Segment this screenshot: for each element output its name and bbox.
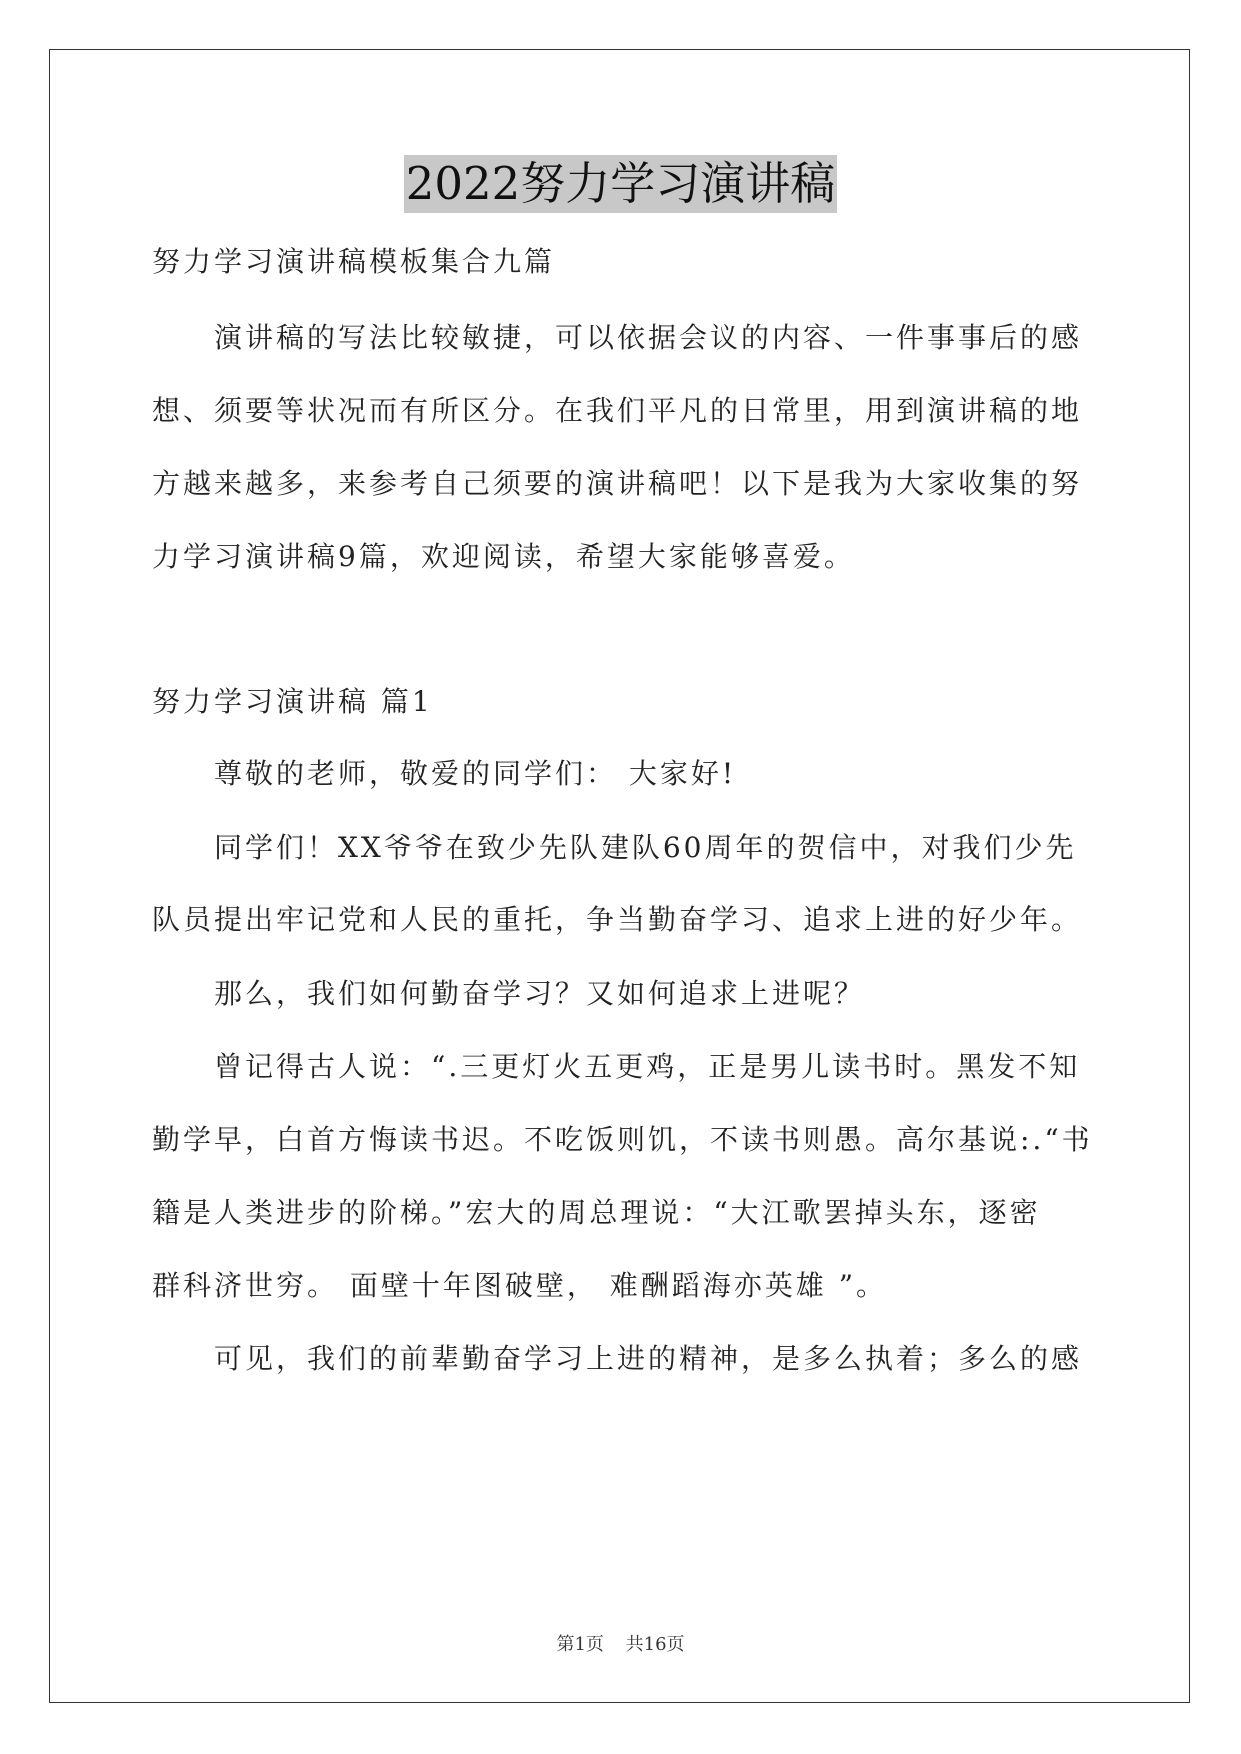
intro-line: 想、须要等状况而有所区分。在我们平凡的日常里，用到演讲稿的地 <box>152 394 1083 427</box>
paragraph-line: 群科济世穷。 面壁十年图破壁， 难酬蹈海亦英雄 ”。 <box>152 1269 888 1302</box>
paragraph-line: 那么，我们如何勤奋学习？又如何追求上进呢？ <box>214 977 866 1010</box>
paragraph-line: 曾记得古人说：“.三更灯火五更鸡，正是男儿读书时。黑发不知 <box>214 1050 1081 1083</box>
section-heading: 努力学习演讲稿 篇1 <box>152 685 433 718</box>
paragraph-line: 队员提出牢记党和人民的重托，争当勤奋学习、追求上进的好少年。 <box>152 903 1083 936</box>
page-footer <box>0 1630 1241 1656</box>
greeting-line: 尊敬的老师，敬爱的同学们： 大家好! <box>214 757 737 790</box>
intro-line: 演讲稿的写法比较敏捷，可以依据会议的内容、一件事事后的感 <box>214 321 1083 354</box>
paragraph-line: 籍是人类进步的阶梯。”宏大的周总理说：“大江歌罢掉头东，逐密 <box>152 1196 1041 1229</box>
paragraph-line: 可见，我们的前辈勤奋学习上进的精神，是多么执着；多么的感 <box>214 1342 1083 1375</box>
page-border <box>49 49 1190 1703</box>
intro-line: 力学习演讲稿9篇，欢迎阅读，希望大家能够喜爱。 <box>152 540 855 573</box>
title-container <box>0 155 1241 213</box>
document-title: 2022努力学习演讲稿 <box>404 155 838 213</box>
document-subtitle: 努力学习演讲稿模板集合九篇 <box>152 245 556 278</box>
page-number-total: 共16页 <box>625 1634 685 1655</box>
page-number-current: 第1页 <box>556 1634 604 1655</box>
paragraph-line: 勤学早，白首方悔读书迟。不吃饭则饥，不读书则愚。高尔基说:.“书 <box>152 1123 1093 1156</box>
intro-line: 方越来越多，来参考自己须要的演讲稿吧！以下是我为大家收集的努 <box>152 467 1083 500</box>
paragraph-line: 同学们！XX爷爷在致少先队建队60周年的贺信中，对我们少先 <box>214 831 1077 864</box>
